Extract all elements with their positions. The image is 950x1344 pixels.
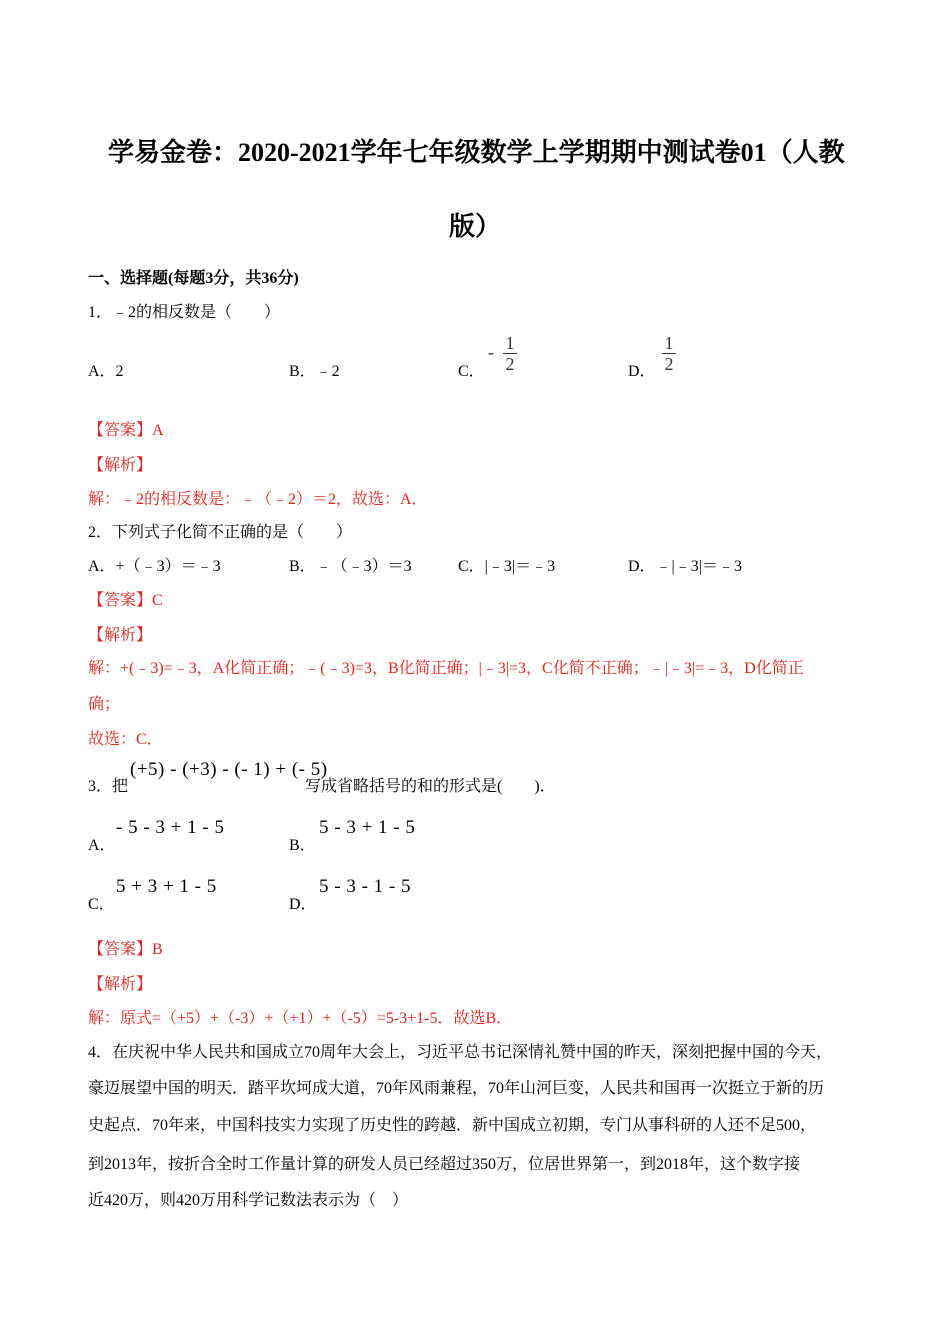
question-4-line3: 史起点．70年来，中国科技实力实现了历史性的跨越．新中国成立初期，专门从事科研的人还不足500， (88, 1117, 817, 1134)
question-3-solution: 解：原式=（+5）+（-3）+（+1）+（-5）=5-3+1-5．故选B． (88, 1010, 513, 1027)
question-3-option-c-label: C． (88, 896, 115, 913)
question-1-solution: 解：﹣2的相反数是：﹣（﹣2）＝2，故选：A． (88, 491, 428, 508)
question-2-answer: 【答案】C (88, 592, 163, 609)
question-1-answer: 【答案】A (88, 422, 164, 439)
question-2-option-b: B．﹣（﹣3）＝3 (289, 558, 412, 575)
question-4-line4: 到2013年，按折合全时工作量计算的研发人员已经超过350万，位居世界第一，到2018年，这个数字接 (88, 1156, 801, 1173)
question-3-analysis-label: 【解析】 (88, 976, 153, 993)
question-4-line1: 4．在庆祝中华人民共和国成立70周年大会上，习近平总书记深情礼赞中国的昨天，深刻把握中国的今天， (88, 1044, 833, 1061)
page-title-line2: 版） (449, 212, 502, 241)
fraction-numerator: 1 (505, 333, 515, 353)
question-3-option-a-label: A． (88, 837, 116, 854)
question-1-option-b: B．﹣2 (289, 363, 340, 380)
question-3-option-c-expression: 5 + 3 + 1 - 5 (116, 876, 217, 897)
question-1-option-c-sign: - (488, 342, 494, 362)
question-1-option-c-label: C． (458, 363, 485, 380)
question-1-option-d-label: D． (628, 363, 656, 380)
question-2-analysis-label: 【解析】 (88, 627, 153, 644)
question-2-conclusion: 故选：C． (88, 731, 163, 748)
question-2-option-a: A．+（﹣3）＝﹣3 (88, 558, 221, 575)
question-3-option-a-expression: - 5 - 3 + 1 - 5 (116, 817, 225, 838)
question-1-option-d-fraction (662, 334, 676, 373)
question-3-option-b-expression: 5 - 3 + 1 - 5 (319, 817, 416, 838)
fraction-denominator: 2 (664, 354, 674, 374)
question-1-option-c-fraction (503, 334, 517, 373)
fraction-denominator: 2 (505, 354, 515, 374)
question-1-stem: 1．﹣2的相反数是（ ） (88, 304, 281, 321)
question-4-line5: 近420万，则420万用科学记数法表示为（ ） (88, 1192, 409, 1209)
question-2-stem: 2．下列式子化简不正确的是（ ） (88, 524, 353, 541)
question-3-expression: (+5) - (+3) - (- 1) + (- 5) (130, 759, 328, 780)
question-1-analysis-label: 【解析】 (88, 457, 153, 474)
question-2-option-c: C．|﹣3|＝﹣3 (458, 558, 556, 575)
question-2-solution-line2: 确； (88, 696, 121, 713)
question-3-option-d-expression: 5 - 3 - 1 - 5 (319, 876, 411, 897)
question-3-option-d-label: D． (289, 896, 317, 913)
question-3-answer: 【答案】B (88, 941, 163, 958)
page-title-line1: 学易金卷：2020-2021学年七年级数学上学期期中测试卷01（人教 (108, 138, 845, 167)
question-1-option-a: A．2 (88, 363, 124, 380)
question-2-solution-line1: 解：+(﹣3)=﹣3，A化简正确；﹣(﹣3)=3，B化简正确；|﹣3|=3，C化简不正确；﹣|﹣3|=﹣3，D化简正 (88, 660, 804, 677)
question-3-suffix: 写成省略括号的和的形式是( )． (305, 778, 556, 795)
question-3-option-b-label: B． (289, 837, 316, 854)
fraction-numerator: 1 (664, 333, 674, 353)
question-2-option-d: D．﹣|﹣3|＝﹣3 (628, 558, 742, 575)
question-3-prefix: 3．把 (88, 778, 129, 795)
section-heading: 一、选择题(每题3分，共36分) (88, 270, 299, 287)
question-4-line2: 豪迈展望中国的明天．踏平坎坷成大道，70年风雨兼程，70年山河巨变，人民共和国再一次挺立于新的历 (88, 1080, 825, 1097)
